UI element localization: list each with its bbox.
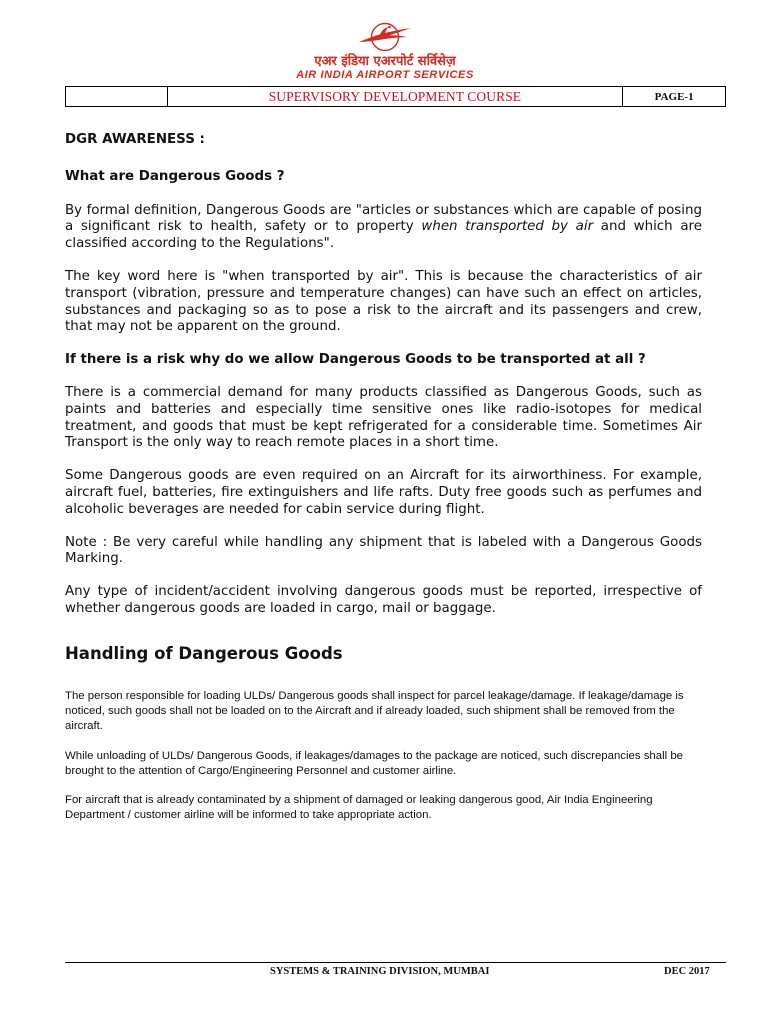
paragraph-unloading: While unloading of ULDs/ Dangerous Goods, if leakages/damages to the package are noticed, such discrepancies shall be brought to the attention of Cargo/Engineering Personnel and customer airline. bbox=[65, 749, 683, 777]
definition-text-2: and which are classified according to the Regulations". bbox=[65, 219, 703, 252]
company-logo bbox=[270, 22, 500, 86]
header-cell-blank-left bbox=[66, 87, 168, 107]
header-table bbox=[65, 86, 726, 107]
logo-english-text: AIR INDIA AIRPORT SERVICES bbox=[296, 69, 474, 81]
footer-date: DEC 2017 bbox=[664, 966, 710, 977]
paragraph-loading: The person responsible for loading ULDs/ Dangerous goods shall inspect for parcel leakage/damage. If leakage/damage is noticed, such goods shall not be loaded on to the Aircraft and if already loaded, such shipment shall be removed from the aircraft. bbox=[65, 689, 684, 732]
footer-divider bbox=[65, 962, 726, 963]
flying-swan-icon bbox=[355, 22, 415, 54]
paragraph-definition bbox=[65, 203, 702, 253]
paragraph-contamination: For aircraft that is already contaminated by a shipment of damaged or leaking dangerous good, Air India Engineering Department / customer airline will be informed to take appropriate action. bbox=[65, 793, 653, 821]
main-content bbox=[65, 132, 702, 823]
paragraph-key-word: The key word here is "when transported by air". This is because the characteristics of air transport (vibration, pressure and temperature changes) can have such an effect on articles, substances and packaging so as to pose a risk to the aircraft and its passengers and crew, that may not be apparent on the ground. bbox=[65, 268, 702, 335]
section-title: DGR AWARENESS : bbox=[65, 132, 205, 147]
definition-italic-text: when transported by air bbox=[421, 219, 594, 235]
paragraph-reporting: Any type of incident/accident involving dangerous goods must be reported, irrespective of whether dangerous goods are loaded in cargo, mail or baggage. bbox=[65, 584, 702, 616]
paragraph-note: Note : Be very careful while handling any shipment that is labeled with a Dangerous Goods Marking. bbox=[65, 534, 702, 567]
footer-division: SYSTEMS & TRAINING DIVISION, MUMBAI bbox=[270, 966, 490, 977]
paragraph-commercial-demand: There is a commercial demand for many products classified as Dangerous Goods, such as paints and batteries and especially time sensitive ones like radio-isotopes for medical treatment, and goods that must be kept refrigerated for a considerable time. Sometimes Air Transport is the only way to reach remote places in a short time. bbox=[65, 384, 702, 451]
page-number: PAGE-1 bbox=[623, 87, 726, 107]
question-heading-2: If there is a risk why do we allow Dangerous Goods to be transported at all ? bbox=[65, 352, 646, 368]
course-title: SUPERVISORY DEVELOPMENT COURSE bbox=[167, 87, 623, 107]
question-heading-1: What are Dangerous Goods ? bbox=[65, 168, 285, 184]
handling-heading: Handling of Dangerous Goods bbox=[65, 643, 343, 663]
definition-text-1: By formal definition, Dangerous Goods are "articles or substances which are capable of posing a significant risk to health, safety or to property bbox=[65, 202, 702, 235]
paragraph-airworthiness: Some Dangerous goods are even required on an Aircraft for its airworthiness. For example, aircraft fuel, batteries, fire extinguishers and life rafts. Duty free goods such as perfumes and alcoholic beverages are needed for cabin service during flight. bbox=[65, 468, 702, 517]
logo-hindi-text: एअर इंडिया एअरपोर्ट सर्विसेज़ bbox=[314, 54, 456, 69]
